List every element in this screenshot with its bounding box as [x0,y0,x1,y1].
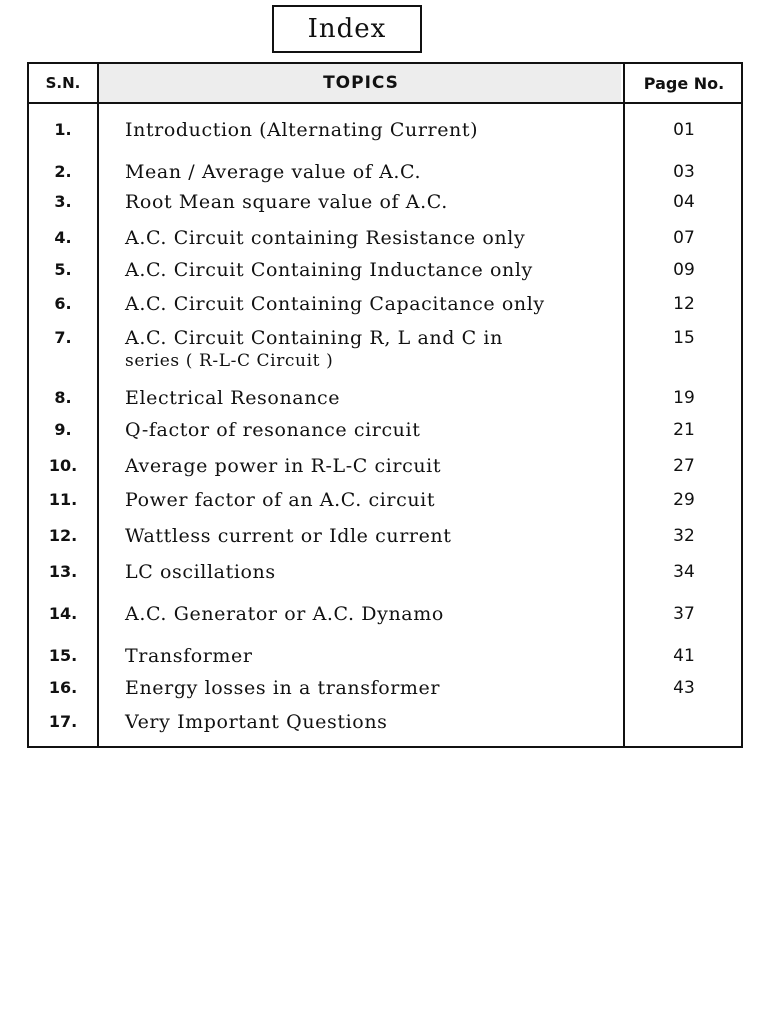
serial-number: 1. [54,120,72,139]
serial-number: 3. [54,192,72,211]
page-number: 41 [673,646,695,666]
page-number: 01 [673,120,695,140]
table-row [29,710,741,746]
topic-text: Energy losses in a transformer [125,677,441,699]
page-number: 15 [673,328,695,348]
page-number: 21 [673,420,695,440]
topic-text: Root Mean square value of A.C. [125,191,448,213]
table-row [29,676,741,712]
header-sn: S.N. [45,74,81,92]
serial-number: 14. [48,604,78,623]
topic-text: Wattless current or Idle current [125,525,452,547]
page-number: 12 [673,294,695,314]
topic-text: Power factor of an A.C. circuit [125,489,436,511]
serial-number: 4. [54,228,72,247]
index-table [27,62,743,748]
table-row [29,292,741,328]
serial-number: 10. [48,456,78,475]
table-row [29,644,741,680]
table-row [29,602,741,638]
header-divider [29,102,741,104]
page-number: 03 [673,162,695,182]
page-number: 34 [673,562,695,582]
serial-number: 15. [48,646,78,665]
serial-number: 8. [54,388,72,407]
table-row [29,226,741,262]
table-row [29,454,741,490]
serial-number: 12. [48,526,78,545]
topic-continuation: series ( R-L-C Circuit ) [125,351,334,371]
page-number: 29 [673,490,695,510]
page-number: 27 [673,456,695,476]
topic-text: A.C. Circuit Containing R, L and C in [125,327,503,349]
topic-text: A.C. Circuit Containing Inductance only [125,259,533,281]
page-title: Index [272,5,422,53]
topic-text: A.C. Circuit Containing Capacitance only [125,293,545,315]
table-row [29,560,741,596]
topic-text: A.C. Generator or A.C. Dynamo [125,603,444,625]
topic-text: Average power in R-L-C circuit [125,455,442,477]
serial-number: 17. [48,712,78,731]
topic-text: Electrical Resonance [125,387,341,409]
table-row [29,386,741,422]
page-number: 37 [673,604,695,624]
page-number: 09 [673,260,695,280]
header-page-no: Page No. [643,73,725,93]
table-row [29,118,741,154]
page-number: 04 [673,192,695,212]
serial-number: 2. [54,162,72,181]
table-row [29,418,741,454]
topic-text: Introduction (Alternating Current) [125,119,479,141]
topic-text: A.C. Circuit containing Resistance only [125,227,526,249]
serial-number: 6. [54,294,72,313]
table-row [29,488,741,524]
table-row [29,326,741,390]
topic-text: Mean / Average value of A.C. [125,161,422,183]
serial-number: 13. [48,562,78,581]
topic-text: LC oscillations [125,561,276,583]
page-number: 19 [673,388,695,408]
page-number: 32 [673,526,695,546]
page-number: 07 [673,228,695,248]
serial-number: 16. [48,678,78,697]
serial-number: 7. [54,328,72,347]
table-row [29,524,741,560]
page-number: 43 [673,678,695,698]
serial-number: 5. [54,260,72,279]
topic-text: Transformer [125,645,253,667]
topic-text: Very Important Questions [125,711,388,733]
table-row [29,258,741,294]
topic-text: Q-factor of resonance circuit [125,419,421,441]
header-topics: TOPICS [323,73,399,93]
serial-number: 11. [48,490,78,509]
serial-number: 9. [54,420,72,439]
table-row [29,190,741,226]
